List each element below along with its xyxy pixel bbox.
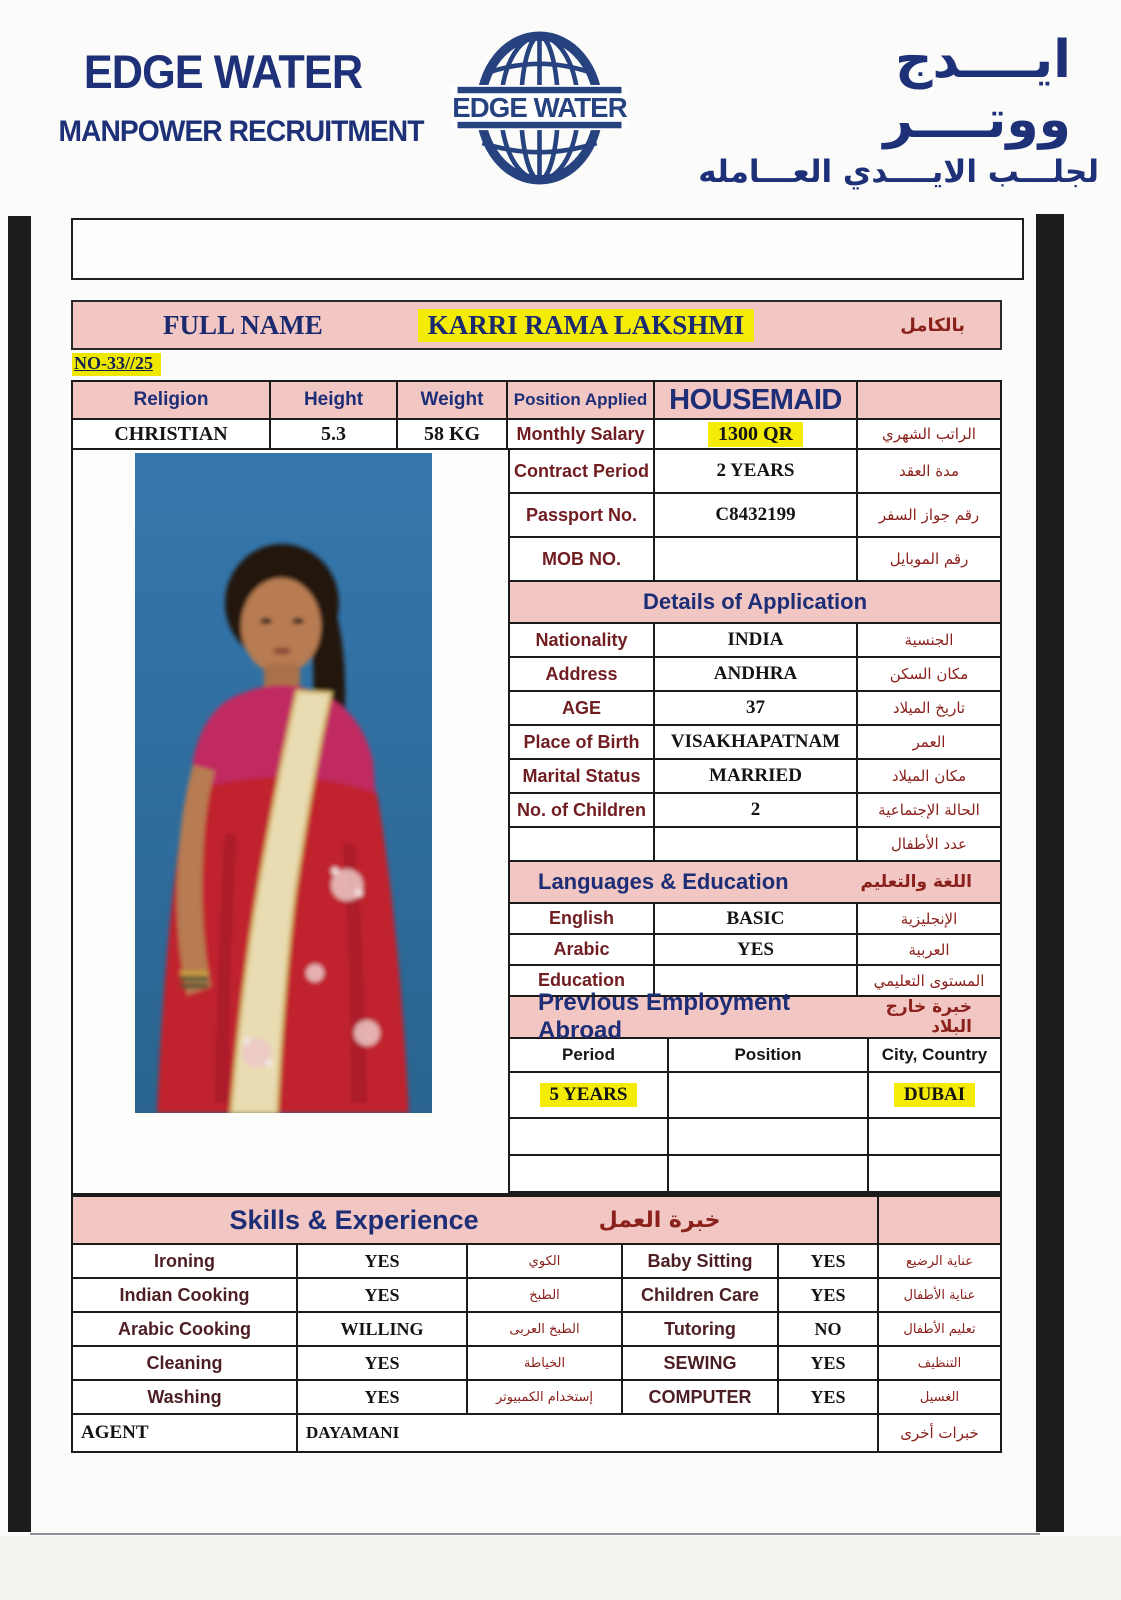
city-country-value bbox=[869, 1073, 1000, 1117]
period-value-text: 5 YEARS bbox=[540, 1083, 638, 1107]
header-arabic-cell bbox=[858, 382, 1000, 418]
field-arabic-label-text: رقم الموبايل bbox=[889, 550, 969, 568]
position-applied-header bbox=[508, 382, 655, 418]
field-value-text: VISAKHAPATNAM bbox=[670, 731, 841, 752]
agent-value-text: DAYAMANI bbox=[306, 1423, 400, 1442]
field-arabic-label bbox=[858, 760, 1000, 792]
field-label bbox=[510, 658, 655, 690]
field-arabic-label-text: مكان السكن bbox=[889, 665, 969, 683]
field-label-text: Address bbox=[545, 663, 618, 684]
height-value bbox=[271, 420, 398, 448]
table-row bbox=[510, 658, 1000, 692]
salary-value-text: 1300 QR bbox=[708, 422, 803, 447]
application-table bbox=[71, 380, 1002, 1195]
field-label bbox=[510, 935, 655, 964]
details-rows bbox=[510, 624, 1000, 862]
table-body bbox=[73, 450, 1000, 1193]
field-value bbox=[655, 935, 858, 964]
position-value-text: HOUSEMAID bbox=[669, 383, 842, 416]
skill-label bbox=[73, 1381, 298, 1413]
skill-arabic-label-text: عناية الأطفال bbox=[903, 1287, 976, 1303]
field-arabic-label bbox=[858, 935, 1000, 964]
skill-value bbox=[298, 1381, 468, 1413]
table-row bbox=[510, 760, 1000, 794]
skill-value-text: YES bbox=[364, 1352, 400, 1373]
skill-value-text: YES bbox=[364, 1386, 400, 1407]
field-arabic-label-text: الجنسية bbox=[904, 631, 954, 649]
field-value-text: BASIC bbox=[726, 907, 785, 929]
skills-section-title: Skills & Experience bbox=[229, 1204, 479, 1235]
language-rows bbox=[510, 904, 1000, 997]
city-country-value bbox=[869, 1156, 1000, 1191]
skill-value-text: YES bbox=[810, 1284, 846, 1305]
skill-value bbox=[779, 1279, 879, 1311]
city-country-header-text: City, Country bbox=[881, 1045, 988, 1064]
employment-section-header bbox=[510, 989, 1000, 1044]
field-label-text: Passport No. bbox=[525, 504, 638, 525]
globe-logo bbox=[452, 22, 627, 199]
field-arabic-label bbox=[858, 658, 1000, 690]
skill-value-text: YES bbox=[810, 1386, 846, 1407]
skill-label-text: Baby Sitting bbox=[647, 1250, 753, 1271]
skill-label-text: Arabic Cooking bbox=[117, 1318, 251, 1339]
field-arabic-label-text: رقم جواز السفر bbox=[878, 506, 980, 524]
skill-value bbox=[298, 1347, 468, 1379]
agent-label-text: AGENT bbox=[81, 1422, 149, 1443]
skill-value bbox=[779, 1313, 879, 1345]
field-label-text: Arabic bbox=[553, 939, 610, 959]
skill-value bbox=[298, 1313, 468, 1345]
skill-label bbox=[73, 1245, 298, 1277]
globe-icon bbox=[452, 22, 627, 194]
skill-label bbox=[73, 1313, 298, 1345]
field-label bbox=[510, 904, 655, 933]
table-row bbox=[73, 1381, 1000, 1415]
skill-value bbox=[298, 1245, 468, 1277]
scan-artifact-bar-right bbox=[1036, 214, 1064, 1532]
field-label bbox=[510, 726, 655, 758]
table-row bbox=[510, 1073, 1000, 1119]
field-arabic-label bbox=[858, 450, 1000, 492]
field-value bbox=[655, 494, 858, 536]
table-row bbox=[73, 1313, 1000, 1347]
city-country-header bbox=[869, 1039, 1000, 1071]
table-row bbox=[73, 420, 1000, 450]
skill-label bbox=[623, 1279, 779, 1311]
religion-header-text: Religion bbox=[133, 389, 209, 410]
skill-arabic-label bbox=[879, 1245, 1000, 1277]
field-value-text: 2 YEARS bbox=[716, 460, 795, 481]
height-value-text: 5.3 bbox=[321, 422, 346, 445]
languages-section-title: Languages & Education bbox=[538, 869, 789, 894]
table-row bbox=[510, 538, 1000, 582]
field-value-text: C8432199 bbox=[715, 504, 796, 525]
full-name-label: FULL NAME bbox=[163, 309, 323, 340]
skill-arabic-label-text: الطبخ العربى bbox=[509, 1321, 580, 1337]
company-subtitle-arabic: لجلـــب الايــــدي العـــامله bbox=[698, 154, 1099, 190]
skill-arabic-label bbox=[879, 1313, 1000, 1345]
field-arabic-label bbox=[858, 828, 1000, 860]
position-value bbox=[669, 1156, 869, 1191]
field-value-text: INDIA bbox=[727, 629, 784, 650]
skill-arabic-label bbox=[468, 1381, 623, 1413]
table-row bbox=[510, 1156, 1000, 1193]
skills-section-header bbox=[73, 1197, 1000, 1245]
weight-header-text: Weight bbox=[420, 389, 484, 410]
skill-value-text: YES bbox=[810, 1250, 846, 1271]
field-arabic-label bbox=[858, 692, 1000, 724]
employment-rows bbox=[510, 1073, 1000, 1193]
religion-value-text: CHRISTIAN bbox=[114, 422, 228, 445]
scan-artifact-bar-left bbox=[8, 216, 31, 1532]
skills-rows bbox=[73, 1245, 1000, 1415]
field-label bbox=[510, 538, 655, 580]
employment-column-headers bbox=[510, 1039, 1000, 1073]
field-arabic-label bbox=[858, 538, 1000, 580]
agent-arabic-cell bbox=[879, 1415, 1000, 1451]
skill-value bbox=[779, 1381, 879, 1413]
skill-arabic-label bbox=[879, 1381, 1000, 1413]
table-row bbox=[510, 726, 1000, 760]
skills-table bbox=[71, 1195, 1002, 1453]
field-label-text: MOB NO. bbox=[542, 548, 621, 569]
field-value-text: 2 bbox=[750, 799, 761, 820]
skill-arabic-label bbox=[468, 1245, 623, 1277]
field-arabic-label-text: مكان الميلاد bbox=[891, 767, 967, 785]
field-label bbox=[510, 450, 655, 492]
field-arabic-label-text: عدد الأطفال bbox=[891, 835, 967, 853]
field-value-text: 37 bbox=[746, 697, 765, 718]
weight-header bbox=[398, 382, 508, 418]
field-value bbox=[655, 692, 858, 724]
table-row bbox=[510, 494, 1000, 538]
weight-value bbox=[398, 420, 508, 448]
table-row bbox=[510, 794, 1000, 828]
company-name-arabic: ايــــدج ووتــــر bbox=[883, 30, 1071, 150]
field-arabic-label bbox=[858, 726, 1000, 758]
table-row bbox=[73, 1245, 1000, 1279]
full-name-row bbox=[71, 300, 1002, 350]
field-label bbox=[510, 828, 655, 860]
skill-label-text: Washing bbox=[147, 1386, 222, 1407]
field-arabic-label bbox=[858, 624, 1000, 656]
field-value bbox=[655, 538, 858, 580]
height-header bbox=[271, 382, 398, 418]
skill-arabic-label-text: الطبخ bbox=[529, 1287, 560, 1303]
table-row bbox=[510, 624, 1000, 658]
field-label bbox=[510, 794, 655, 826]
employment-section-title: Previous Employment Abroad bbox=[538, 989, 791, 1044]
skill-arabic-label bbox=[468, 1313, 623, 1345]
field-label-text: Nationality bbox=[535, 629, 628, 650]
skill-value-text: NO bbox=[814, 1318, 842, 1339]
company-brand-arabic bbox=[661, 30, 1101, 190]
salary-label bbox=[508, 420, 655, 448]
field-label-text: English bbox=[548, 908, 614, 928]
skill-label bbox=[623, 1245, 779, 1277]
field-label-text: Marital Status bbox=[522, 765, 641, 786]
field-arabic-label-text: مدة العقد bbox=[899, 462, 959, 480]
details-section-title: Details of Application bbox=[642, 589, 868, 614]
field-arabic-label-text: المستوى التعليمي bbox=[873, 971, 985, 990]
company-name: EDGE WATER bbox=[83, 45, 363, 98]
position-value bbox=[669, 1119, 869, 1154]
field-arabic-label-text: تاريخ الميلاد bbox=[892, 699, 966, 717]
period-value bbox=[510, 1073, 669, 1117]
skill-arabic-label-text: الكوي bbox=[528, 1253, 561, 1269]
skill-label bbox=[73, 1347, 298, 1379]
field-label bbox=[510, 692, 655, 724]
salary-arabic-text: الراتب الشهري bbox=[882, 425, 976, 443]
field-value bbox=[655, 904, 858, 933]
field-label bbox=[510, 760, 655, 792]
table-row bbox=[510, 828, 1000, 862]
religion-value bbox=[73, 420, 271, 448]
skill-value bbox=[298, 1279, 468, 1311]
salary-arabic-label bbox=[858, 420, 1000, 448]
languages-section-title-arabic: اللغة والتعليم bbox=[860, 872, 972, 892]
field-label-text: Contract Period bbox=[513, 460, 650, 481]
field-arabic-label-text: الحالة الإجتماعية bbox=[878, 801, 980, 819]
skill-arabic-label-text: إستخدام الكمبيوتر bbox=[495, 1389, 594, 1405]
logo-text: EDGE WATER bbox=[452, 92, 627, 124]
full-name-value: KARRI RAMA LAKSHMI bbox=[418, 309, 755, 342]
field-label bbox=[510, 624, 655, 656]
height-header-text: Height bbox=[303, 389, 364, 410]
company-brand bbox=[48, 44, 424, 149]
skill-label bbox=[73, 1279, 298, 1311]
skill-arabic-label-text: الغسيل bbox=[919, 1389, 960, 1405]
contact-rows bbox=[510, 450, 1000, 582]
scanner-background bbox=[0, 1536, 1121, 1600]
skill-arabic-label-text: الخياطة bbox=[523, 1355, 566, 1371]
field-value-text: ANDHRA bbox=[713, 663, 798, 684]
table-row bbox=[73, 1279, 1000, 1313]
skill-label bbox=[623, 1313, 779, 1345]
position-applied-header-text: Position Applied bbox=[513, 390, 648, 409]
skills-header-arabic-cell bbox=[879, 1197, 1000, 1243]
skill-label-text: SEWING bbox=[663, 1352, 737, 1373]
field-value bbox=[655, 726, 858, 758]
skill-label bbox=[623, 1347, 779, 1379]
skill-label-text: COMPUTER bbox=[648, 1386, 752, 1407]
period-value bbox=[510, 1156, 669, 1191]
period-header-text: Period bbox=[562, 1045, 615, 1064]
field-label bbox=[510, 494, 655, 536]
skill-value bbox=[779, 1347, 879, 1379]
field-label-text: No. of Children bbox=[517, 799, 646, 820]
field-arabic-label-text: العربية bbox=[908, 940, 950, 959]
employment-section-title-arabic: خبرة خارج البلاد bbox=[885, 997, 972, 1037]
table-row bbox=[510, 904, 1000, 935]
position-value bbox=[655, 382, 858, 418]
agent-row bbox=[73, 1415, 1000, 1451]
agent-label-cell bbox=[73, 1415, 298, 1451]
field-value-text: YES bbox=[737, 938, 774, 960]
skill-arabic-label-text: عناية الرضيع bbox=[906, 1253, 973, 1269]
field-arabic-label-text: الإنجليزية bbox=[900, 909, 958, 928]
skill-arabic-label bbox=[879, 1279, 1000, 1311]
field-label-text: Place of Birth bbox=[523, 731, 640, 752]
skill-value-text: YES bbox=[810, 1352, 846, 1373]
details-section-header bbox=[510, 582, 1000, 624]
skills-title-cell bbox=[73, 1197, 879, 1243]
field-value bbox=[655, 450, 858, 492]
skill-arabic-label bbox=[468, 1347, 623, 1379]
period-value bbox=[510, 1119, 669, 1154]
skill-label bbox=[623, 1381, 779, 1413]
religion-header bbox=[73, 382, 271, 418]
skill-label-text: Children Care bbox=[640, 1284, 760, 1305]
company-subtitle: MANPOWER RECRUITMENT bbox=[58, 115, 424, 148]
table-row bbox=[510, 450, 1000, 494]
position-value bbox=[669, 1073, 869, 1117]
skill-value bbox=[779, 1245, 879, 1277]
field-value bbox=[655, 760, 858, 792]
table-row bbox=[510, 692, 1000, 726]
skill-label-text: Cleaning bbox=[146, 1352, 223, 1373]
field-arabic-label bbox=[858, 904, 1000, 933]
field-value bbox=[655, 794, 858, 826]
agent-value-cell bbox=[298, 1415, 879, 1451]
empty-header-box bbox=[71, 218, 1024, 280]
skill-arabic-label-text: تعليم الأطفال bbox=[903, 1321, 976, 1337]
application-fields bbox=[510, 450, 1000, 1193]
table-header-row bbox=[73, 382, 1000, 420]
table-row bbox=[510, 935, 1000, 966]
position-header bbox=[669, 1039, 869, 1071]
photo-cell bbox=[73, 450, 510, 1193]
skill-label-text: Ironing bbox=[154, 1250, 215, 1271]
period-header bbox=[510, 1039, 669, 1071]
city-country-value-text: DUBAI bbox=[894, 1083, 975, 1107]
languages-section-header bbox=[510, 862, 1000, 904]
city-country-value bbox=[869, 1119, 1000, 1154]
table-row bbox=[510, 1119, 1000, 1156]
skill-value-text: YES bbox=[364, 1250, 400, 1271]
field-arabic-label-text: العمر bbox=[912, 733, 946, 751]
weight-value-text: 58 KG bbox=[423, 422, 481, 445]
reference-number: NO-33//25 bbox=[72, 353, 161, 376]
skill-label-text: Indian Cooking bbox=[119, 1284, 250, 1305]
skill-arabic-label bbox=[468, 1279, 623, 1311]
page-edge-line bbox=[30, 1533, 1040, 1535]
field-label-text: AGE bbox=[561, 697, 601, 718]
field-value-text: MARRIED bbox=[709, 765, 802, 786]
salary-value bbox=[655, 420, 858, 448]
full-name-arabic-label: بالكامل bbox=[900, 314, 965, 336]
field-arabic-label bbox=[858, 494, 1000, 536]
skill-value-text: YES bbox=[364, 1284, 400, 1305]
field-arabic-label bbox=[858, 794, 1000, 826]
agent-arabic-text: خبرات أخرى bbox=[900, 1424, 979, 1442]
field-value bbox=[655, 624, 858, 656]
field-arabic-label bbox=[858, 966, 1000, 995]
skill-value-text: WILLING bbox=[340, 1318, 424, 1339]
skill-arabic-label-text: التنظيف bbox=[917, 1355, 962, 1371]
table-row bbox=[73, 1347, 1000, 1381]
skill-label-text: Tutoring bbox=[664, 1318, 736, 1339]
skills-section-title-arabic: خبرة العمل bbox=[598, 1207, 721, 1233]
applicant-photo bbox=[135, 453, 432, 1113]
field-label-text: Education bbox=[537, 970, 625, 990]
position-header-text: Position bbox=[734, 1045, 802, 1064]
salary-label-text: Monthly Salary bbox=[516, 423, 645, 444]
field-value bbox=[655, 658, 858, 690]
skill-arabic-label bbox=[879, 1347, 1000, 1379]
field-value bbox=[655, 828, 858, 860]
